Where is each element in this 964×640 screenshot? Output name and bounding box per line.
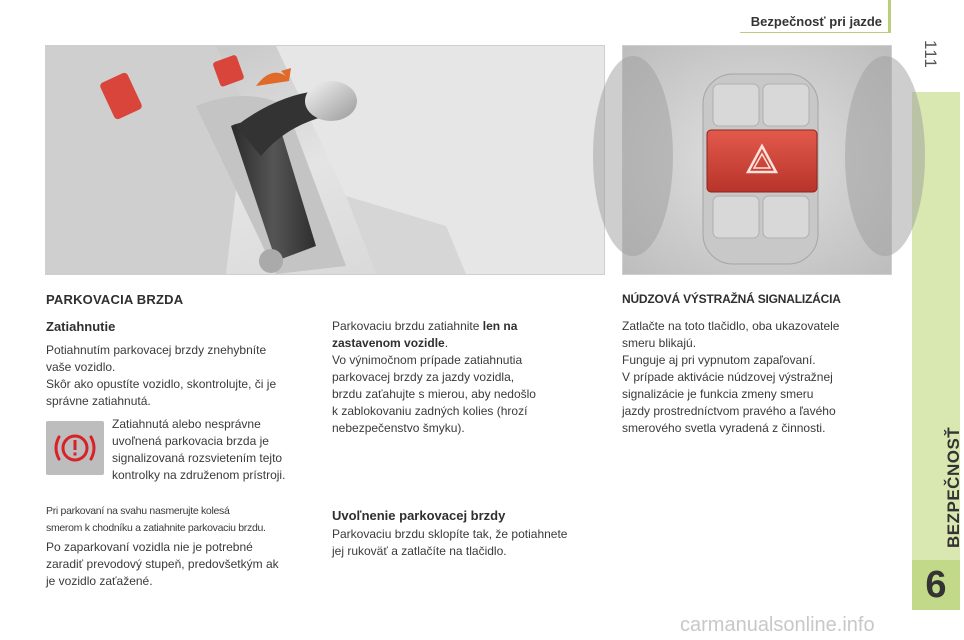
release-line: jej rukoväť a zatlačíte na tlačidlo. (332, 544, 507, 558)
note-paragraph (332, 318, 607, 437)
parking-brake-photo (45, 45, 605, 275)
header-divider (888, 0, 891, 33)
brake-warning-icon (46, 421, 104, 475)
note-emphasis: len na (482, 319, 518, 333)
note-line (332, 335, 607, 352)
hazard-line: jazdy prostredníctvom pravého a ľavého (622, 404, 836, 418)
hazard-button-illustration (623, 46, 891, 274)
apply-line: Potiahnutím parkovacej brzdy znehybníte (46, 343, 267, 357)
hazard-line: smeru blikajú. (622, 336, 697, 350)
release-paragraph (332, 526, 607, 560)
parking-brake-illustration (46, 46, 604, 274)
note-line: parkovacej brzdy za jazdy vozidla, (332, 370, 515, 384)
hazard-heading: NÚDZOVÁ VÝSTRAŽNÁ SIGNALIZÁCIA (622, 292, 841, 306)
slope-line: je vozidlo zaťažené. (46, 574, 153, 588)
page-number-text: 111 (921, 40, 940, 69)
slope-small-line: Pri parkovaní na svahu nasmerujte kolesá (46, 505, 230, 517)
chapter-number: 6 (925, 564, 947, 606)
hazard-line: smerového svetla vyradená z činnosti. (622, 421, 826, 435)
release-line: Parkovaciu brzdu sklopíte tak, že potiahnete (332, 527, 568, 541)
hazard-line: V prípade aktivácie núdzovej výstražnej (622, 370, 833, 384)
warning-line: uvoľnená parkovacia brzda je (112, 434, 269, 448)
apply-line: správne zatiahnutá. (46, 394, 151, 408)
hazard-line: Zatlačte na toto tlačidlo, oba ukazovatele (622, 319, 840, 333)
apply-line: vaše vozidlo. (46, 360, 116, 374)
note-line (332, 318, 607, 335)
note-line: brzdu zaťahujte s mierou, aby nedošlo (332, 387, 536, 401)
warning-line: Zatiahnutá alebo nesprávne (112, 417, 261, 431)
note-prefix: Parkovaciu brzdu zatiahnite (332, 319, 483, 333)
slope-line: zaradiť prevodový stupeň, predovšetkým ak (46, 557, 279, 571)
slope-small-note (46, 503, 321, 537)
slope-small-line: smerom k chodníku a zatiahnite parkovaciu brzdu. (46, 522, 266, 534)
warning-lamp-box (46, 421, 104, 475)
hazard-line: Funguje aj pri vypnutom zapaľovaní. (622, 353, 816, 367)
apply-heading: Zatiahnutie (46, 319, 116, 334)
warning-line: signalizovaná rozsvietením tejto (112, 451, 283, 465)
hazard-line: signalizácie je funkcia zmeny smeru (622, 387, 814, 401)
note-emphasis: zastavenom vozidle (332, 336, 445, 350)
header-rule (740, 32, 888, 33)
parking-brake-heading: PARKOVACIA BRZDA (46, 292, 184, 307)
apply-line: Skôr ako opustíte vozidlo, skontrolujte, či je (46, 377, 277, 391)
slope-line: Po zaparkovaní vozidla nie je potrebné (46, 540, 253, 554)
slope-paragraph (46, 539, 321, 590)
section-title: Bezpečnosť pri jazde (750, 14, 882, 29)
chapter-title: BEZPEČNOSŤ (944, 426, 963, 548)
note-suffix: . (444, 336, 449, 350)
release-heading: Uvoľnenie parkovacej brzdy (332, 508, 506, 523)
note-line: Vo výnimočnom prípade zatiahnutia (332, 353, 523, 367)
note-line: k zablokovaniu zadných kolies (hrozí (332, 404, 528, 418)
hazard-paragraph (622, 318, 890, 437)
note-line: nebezpečenstvo šmyku). (332, 421, 465, 435)
hazard-button-photo (622, 45, 892, 275)
warning-line: kontrolky na združenom prístroji. (112, 468, 286, 482)
apply-paragraph (46, 342, 316, 410)
watermark: carmanualsonline.info (680, 614, 875, 636)
warning-paragraph (112, 416, 322, 484)
